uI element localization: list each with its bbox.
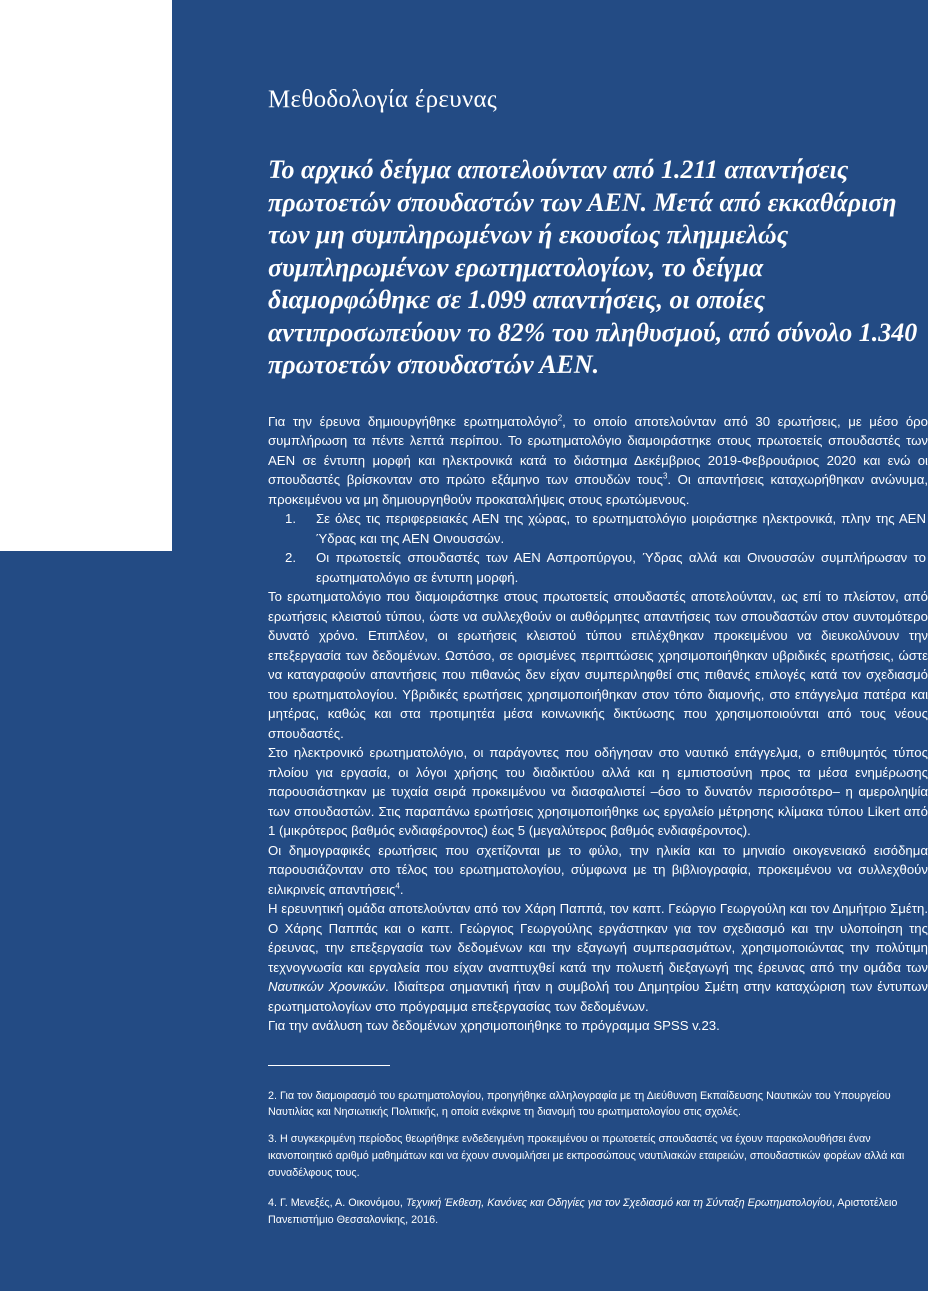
list-item-text: Σε όλες τις περιφερειακές ΑΕΝ της χώρας, το ερωτηματολόγιο μοιράστηκε ηλεκτρονικά, πλην της ΑΕΝ Ύδρας και της ΑΕΝ Οινουσσών.	[316, 511, 926, 546]
paragraph-4	[268, 841, 928, 900]
paragraph-1-text-c: . Οι απαντήσεις καταχωρήθηκαν ανώνυμα, προκειμένου να μη δημιουργηθούν προκαταλήψεις στους ερωτώμενους.	[268, 472, 928, 507]
paragraph-1-text-a: Για την έρευνα δημιουργήθηκε ερωτηματολόγιο	[268, 413, 558, 429]
paragraph-6: Για την ανάλυση των δεδομένων χρησιμοποιήθηκε το πρόγραμμα SPSS v.23.	[268, 1018, 720, 1033]
paragraph-1-text-b: , το οποίο αποτελούνταν από 30 ερωτήσεις, με μέσο όρο συμπλήρωση τα πέντε λεπτά περίπου. Το ερωτηματολόγιο διαμοιράστηκε στους πρωτοετείς σπουδαστές των ΑΕΝ σε έντυπη μορφή και ηλεκτρονικά κατά το διάστημα Δεκέμβριος 2019-Φεβρουάριος 2020 και ενώ οι σπουδαστές βρίσκονταν στο πρώτο εξάμηνο των σπουδών τους	[268, 413, 928, 487]
section-title: Μεθοδολογία έρευνας	[268, 86, 498, 113]
footnote-4-text-a: 4. Γ. Μενεξές, Α. Οικονόμου,	[268, 1197, 406, 1210]
body-text	[268, 412, 928, 1036]
footnote-divider	[268, 1065, 390, 1066]
distribution-list	[268, 509, 928, 587]
list-item	[268, 509, 928, 548]
list-item-number: 1.	[285, 511, 296, 526]
paragraph-5	[268, 899, 928, 1016]
paragraph-2: Το ερωτηματολόγιο που διαμοιράστηκε στους πρωτοετείς σπουδαστές αποτελούνταν, ως επί το πλείστον, από ερωτήσεις κλειστού τύπου, ώστε να συλλεχθούν οι αυθόρμητες απαντήσεις των σπουδαστών στον συντομότερο δυνατό χρόνο. Επιπλέον, οι ερωτήσεις κλειστού τύπου επιλέχθηκαν προκειμένου να διευκολύνουν την επεξεργασία των δεδομένων. Ωστόσο, σε ορισμένες περιπτώσεις χρησιμοποιήθηκαν υβριδικές ερωτήσεις, ώστε να καταγραφούν απαντήσεις που πιθανώς δεν είχαν συμπεριληφθεί στις πιθανές επιλογές κατά τον σχεδιασμό του ερωτηματολογίου. Υβριδικές ερωτήσεις χρησιμοποιήθηκαν στον τόπο διαμονής, στο επάγγελμα πατέρα και μητέρας, καθώς και στα προτιμητέα μέσα κοινωνικής δικτύωσης που χρησιμοποιούνται από τους νέους σπουδαστές.	[268, 589, 928, 741]
paragraph-4-text-a: Οι δημογραφικές ερωτήσεις που σχετίζονται με το φύλο, την ηλικία και το μηνιαίο οικογενειακό εισόδημα παρουσιάζονταν στο τέλος του ερωτηματολογίου, σύμφωνα με τη βιβλιογραφία, προκειμένου να συλλεχθούν ειλικρινείς απαντήσεις	[268, 842, 928, 897]
magazine-name: Ναυτικών Χρονικών	[268, 979, 385, 994]
white-corner-block	[0, 0, 172, 551]
footnote-4-title: Τεχνική Έκθεση, Κανόνες και Οδηγίες για τον Σχεδιασμό και τη Σύνταξη Ερωτηματολογίου	[405, 1197, 832, 1210]
paragraph-5-text-b: . Ιδιαίτερα σημαντική ήταν η συμβολή του Δημητρίου Σμέτη στην καταχώριση των έντυπων ερωτηματολογίων στο πρόγραμμα επεξεργασίας των δεδομένων.	[268, 979, 928, 1014]
footnote-2: 2. Για τον διαμοιρασμό του ερωτηματολογίου, προηγήθηκε αλληλογραφία με τη Διεύθυνση Εκπαίδευσης Ναυτικών του Υπουργείου Ναυτιλίας και Νησιωτικής Πολιτικής, η οποία ενέκρινε τη διανομή του ερωτηματολογίου στις σχολές.	[268, 1089, 891, 1119]
list-item-number: 2.	[285, 550, 296, 565]
footnote-ref-4: 4	[395, 881, 400, 891]
paragraph-5-text-a: Η ερευνητική ομάδα αποτελούνταν από τον Χάρη Παππά, τον καπτ. Γεώργιο Γεωργούλη και τον Δημήτριο Σμέτη. Ο Χάρης Παππάς και ο καπτ. Γεώργιος Γεωργούλης εργάστηκαν για τον σχεδιασμό και την υλοποίηση της έρευνας, την επεξεργασία των δεδομένων και την εξαγωγή συμπερασμάτων, χρησιμοποιώντας την πολύτιμη τεχνογνωσία και εργαλεία που είχαν αναπτυχθεί κατά την πολυετή διεξαγωγή της έρευνας από την ομάδα των	[268, 901, 928, 975]
footnote-3: 3. Η συγκεκριμένη περίοδος θεωρήθηκε ενδεδειγμένη προκειμένου οι πρωτοετείς σπουδαστές να έχουν παρακολουθήσει έναν ικανοποιητικό αριθμό μαθημάτων και να έχουν συνομιλήσει με εκπροσώπους ναυτιλιακών εταιρειών, σπουδαστικών φορέων αλλά και συναδέλφους τους.	[268, 1133, 905, 1179]
page-content	[268, 86, 928, 1239]
paragraph-3: Στο ηλεκτρονικό ερωτηματολόγιο, οι παράγοντες που οδήγησαν στο ναυτικό επάγγελμα, ο επιθυμητός τύπος πλοίου για εργασία, οι λόγοι χρήσης του διαδικτύου αλλά και η εμπιστοσύνη προς τα μέσα ενημέρωσης παρουσιάστηκαν με τυχαία σειρά προκειμένου να διασφαλιστεί –όσο το δυνατόν περισσότερο– η αμεροληψία των σπουδαστών. Στις παραπάνω ερωτήσεις χρησιμοποιήθηκε ως εργαλείο μέτρησης κλίμακα τύπου Likert από 1 (μικρότερος βαθμός ενδιαφέροντος) έως 5 (μεγαλύτερος βαθμός ενδιαφέροντος).	[268, 745, 928, 838]
paragraph-1	[268, 412, 928, 510]
footnote-4-text-b: , Αριστοτέλειο Πανεπιστήμιο Θεσσαλονίκης, 2016.	[268, 1197, 898, 1227]
paragraph-4-text-b: .	[399, 881, 404, 897]
lead-paragraph: Το αρχικό δείγμα αποτελούνταν από 1.211 απαντήσεις πρωτοετών σπουδαστών των ΑΕΝ. Μετά από εκκαθάριση των μη συμπληρωμένων ή εκουσίως πλημμελώς συμπληρωμένων ερωτηματολογίων, το δείγμα διαμορφώθηκε σε 1.099 απαντήσεις, οι οποίες αντιπροσωπεύουν το 82% του πληθυσμού, από σύνολο 1.340 πρωτοετών σπουδαστών ΑΕΝ.	[268, 155, 918, 379]
footnote-ref-3: 3	[662, 471, 668, 481]
list-item	[268, 548, 928, 587]
footnote-4	[268, 1195, 928, 1229]
footnote-ref-2: 2	[557, 413, 563, 423]
list-item-text: Οι πρωτοετείς σπουδαστές των ΑΕΝ Ασπροπύργου, Ύδρας αλλά και Οινουσσών συμπλήρωσαν το ερωτηματολόγιο σε έντυπη μορφή.	[316, 550, 926, 585]
